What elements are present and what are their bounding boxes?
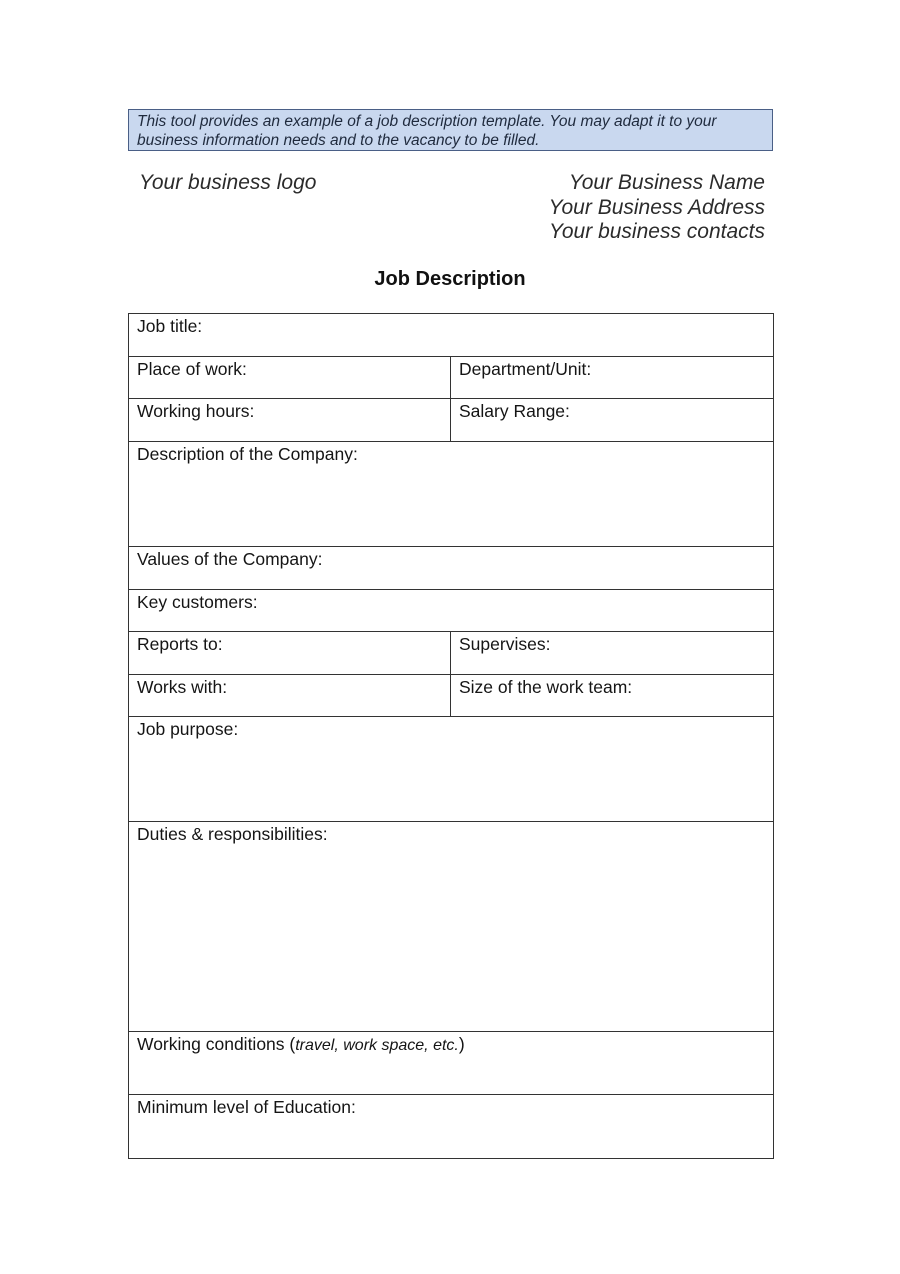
department-label: Department/Unit:: [459, 359, 592, 379]
reports-to-label: Reports to:: [137, 634, 223, 654]
duties-label: Duties & responsibilities:: [137, 824, 328, 844]
working-conditions-note: travel, work space, etc.: [295, 1037, 459, 1054]
place-of-work-field[interactable]: [129, 357, 451, 399]
key-customers-label: Key customers:: [137, 592, 258, 612]
education-field[interactable]: [129, 1095, 774, 1159]
job-purpose-field[interactable]: [129, 717, 774, 822]
education-label: Minimum level of Education:: [137, 1097, 356, 1117]
working-hours-label: Working hours:: [137, 401, 255, 421]
job-purpose-label: Job purpose:: [137, 719, 239, 739]
department-field[interactable]: [451, 357, 774, 399]
duties-field[interactable]: [129, 822, 774, 1032]
company-values-label: Values of the Company:: [137, 549, 323, 569]
key-customers-field[interactable]: [129, 590, 774, 632]
job-description-form: [128, 313, 774, 1159]
business-logo-placeholder: Your business logo: [139, 171, 317, 194]
business-address: Your Business Address: [548, 195, 765, 219]
job-title-field[interactable]: [129, 314, 774, 357]
company-description-field[interactable]: [129, 442, 774, 547]
supervises-field[interactable]: [451, 632, 774, 675]
job-title-label: Job title:: [137, 316, 203, 336]
works-with-field[interactable]: [129, 675, 451, 717]
company-values-field[interactable]: [129, 547, 774, 590]
working-conditions-field[interactable]: [129, 1032, 774, 1095]
working-hours-field[interactable]: [129, 399, 451, 442]
team-size-label: Size of the work team:: [459, 677, 633, 697]
supervises-label: Supervises:: [459, 634, 551, 654]
reports-to-field[interactable]: [129, 632, 451, 675]
working-conditions-open-paren: (: [284, 1034, 296, 1054]
business-contacts: Your business contacts: [549, 220, 765, 243]
salary-range-field[interactable]: [451, 399, 774, 442]
page-title: Job Description: [374, 268, 526, 290]
business-name: Your Business Name: [568, 171, 765, 194]
works-with-label: Works with:: [137, 677, 228, 697]
salary-range-label: Salary Range:: [459, 401, 570, 421]
company-description-label: Description of the Company:: [137, 444, 358, 464]
team-size-field[interactable]: [451, 675, 774, 717]
business-info: [549, 171, 765, 245]
place-of-work-label: Place of work:: [137, 359, 247, 379]
working-conditions-label: Working conditions: [137, 1034, 285, 1054]
working-conditions-close-paren: ): [458, 1034, 465, 1054]
notice-line-1: This tool provides an example of a job description template. You may adapt it to your: [137, 113, 717, 130]
notice-line-2: business information needs and to the vacancy to be filled.: [137, 132, 540, 149]
template-notice: [128, 109, 773, 151]
